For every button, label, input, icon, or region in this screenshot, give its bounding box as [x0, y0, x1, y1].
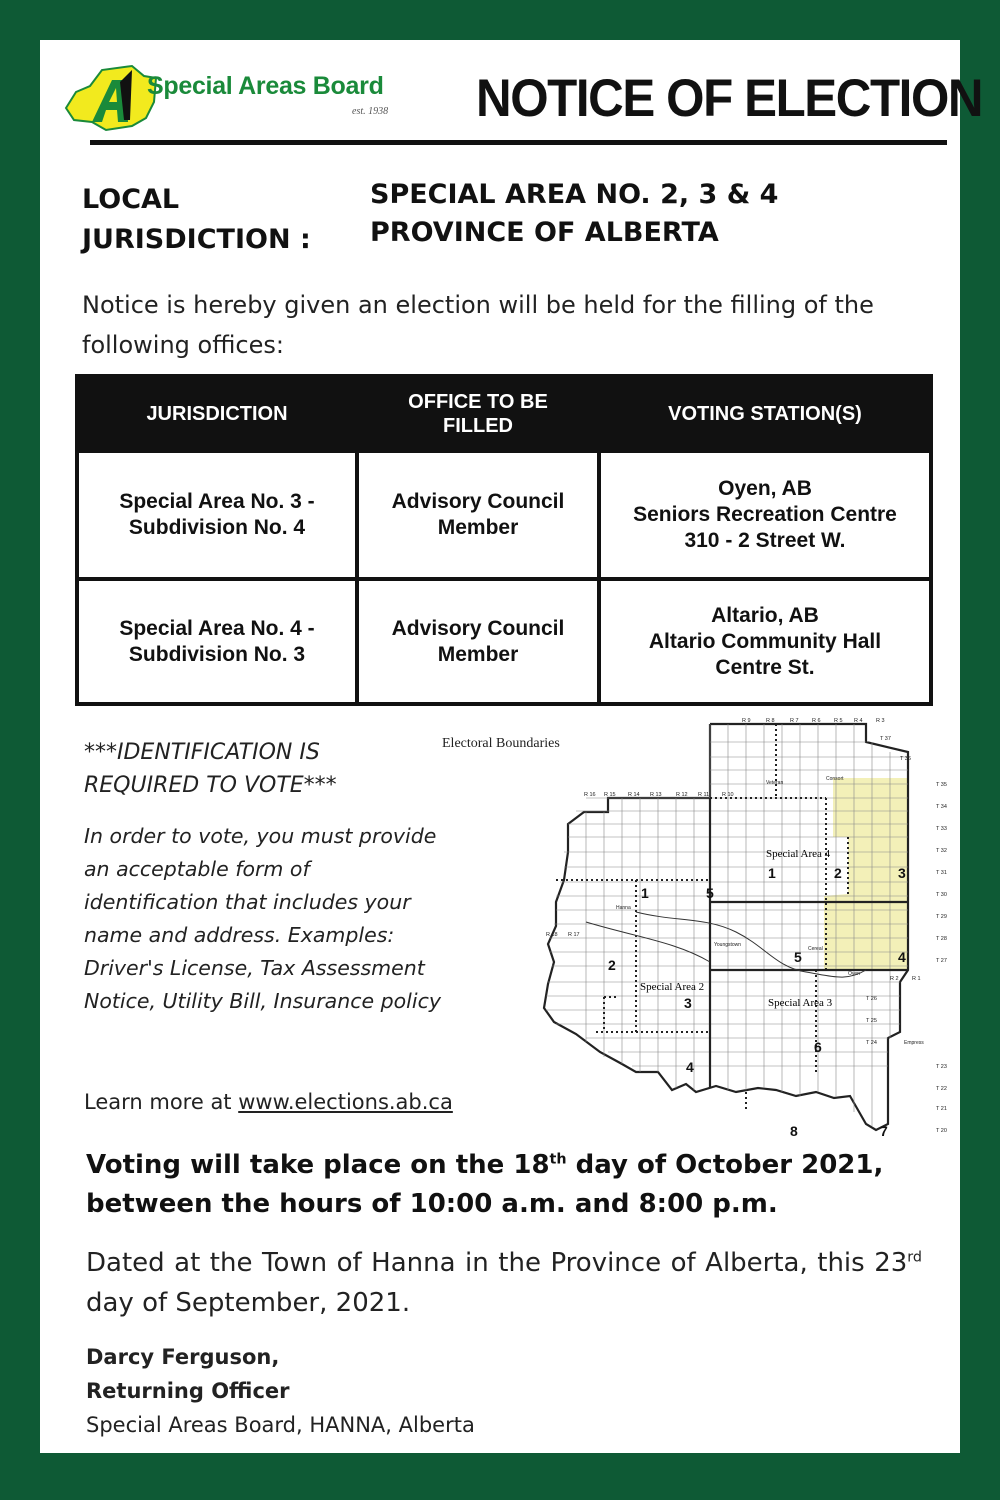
special-area-3-label: Special Area 3: [768, 997, 833, 1009]
range-label: R 17: [568, 932, 580, 938]
sa2-subdivision-4: 4: [686, 1059, 694, 1075]
station-name: Seniors Recreation Centre: [633, 503, 897, 526]
township-label: T 37: [880, 736, 891, 742]
sa2-subdivision-5: 5: [706, 885, 714, 901]
range-label: R 16: [584, 792, 596, 798]
voting-date-text: Voting will take place on the 18: [86, 1150, 550, 1180]
township-label: T 31: [936, 870, 947, 876]
sa2-subdivision-1: 1: [641, 885, 649, 901]
table-row-2-office: Advisory Council Member: [359, 581, 597, 702]
sa4-subdivision-1: 1: [768, 865, 776, 881]
jurisdiction-value: [370, 176, 778, 252]
notice-page: [40, 40, 983, 1453]
officer-name: Darcy Ferguson,: [86, 1345, 280, 1369]
township-label: T 25: [866, 1018, 877, 1024]
learn-more-prefix: Learn more at: [84, 1090, 239, 1114]
township-label: T 27: [936, 958, 947, 964]
officer-organization: Special Areas Board, HANNA, Alberta: [86, 1413, 475, 1437]
sa2-subdivision-2: 2: [608, 957, 616, 973]
officer-role: Returning Officer: [86, 1379, 290, 1403]
sa3-subdivision-8: 8: [790, 1123, 798, 1139]
header-jurisdiction: JURISDICTION: [79, 378, 355, 449]
township-label: T 28: [936, 936, 947, 942]
sa4-subdivision-2: 2: [834, 865, 842, 881]
voting-hours: between the hours of 10:00 a.m. and 8:00 p.m.: [86, 1189, 778, 1219]
voting-date-text-end: day of October 2021,: [566, 1150, 884, 1180]
sa3-subdivision-6: 6: [814, 1039, 822, 1055]
range-label: R 18: [546, 932, 558, 938]
voting-line1: [86, 1146, 946, 1185]
header-office: OFFICE TO BE FILLED: [359, 378, 597, 449]
township-label: T 23: [936, 1064, 947, 1070]
intro-text: Notice is hereby given an election will be held for the filling of the following offices:: [82, 291, 874, 359]
township-label: T 30: [936, 892, 947, 898]
subdivision-boundaries: [556, 724, 848, 1112]
table-row-1-office: Advisory Council Member: [359, 453, 597, 577]
jurisdiction-value-line2: PROVINCE OF ALBERTA: [370, 217, 719, 248]
township-label: T 20: [936, 1128, 947, 1134]
township-grid: [546, 724, 908, 1126]
station-name: Altario Community Hall: [648, 629, 882, 653]
sa3-subdivision-5: 5: [794, 949, 802, 965]
dated-text-end: day of September, 2021.: [86, 1288, 411, 1318]
range-label: R 8: [766, 718, 775, 724]
range-label: R 5: [834, 718, 843, 724]
range-label: R 3: [876, 718, 885, 724]
table-row-2-jurisdiction: Special Area No. 4 - Subdivision No. 3: [79, 581, 355, 702]
range-label: R 6: [812, 718, 821, 724]
range-label: R 15: [604, 792, 616, 798]
place-label-oyen: Oyen: [848, 971, 860, 977]
jurisdiction-label-line2: JURISDICTION :: [82, 224, 311, 255]
station-address: Centre St.: [715, 655, 815, 679]
logo-established: est. 1938: [352, 106, 389, 117]
place-label-empress: Empress: [904, 1040, 924, 1046]
township-label: T 34: [936, 804, 947, 810]
township-label: T 24: [866, 1040, 877, 1046]
place-label-cereal: Cereal: [808, 946, 823, 952]
signature-block: [86, 1340, 475, 1442]
jurisdiction-label-line1: LOCAL: [82, 184, 180, 215]
offices-table: [75, 374, 933, 706]
table-row-1-jurisdiction: Special Area No. 3 - Subdivision No. 4: [79, 453, 355, 577]
place-label-youngstown: Youngstown: [714, 942, 742, 948]
range-label: R 10: [722, 792, 734, 798]
dated-statement: [86, 1243, 922, 1323]
station-town: Oyen, AB: [718, 477, 812, 500]
sa4-subdivision-3: 3: [898, 865, 906, 881]
title-divider: [90, 140, 947, 145]
dated-suffix: rd: [907, 1249, 922, 1266]
id-heading-line2: REQUIRED TO VOTE***: [84, 773, 337, 798]
id-heading-line1: ***IDENTIFICATION IS: [84, 740, 320, 765]
range-label: R 2: [890, 976, 899, 982]
range-label: R 13: [650, 792, 662, 798]
header-voting-stations: VOTING STATION(S): [601, 378, 929, 449]
table-row-1-station: [601, 453, 929, 577]
place-label-consort: Consort: [826, 776, 844, 782]
sa3-subdivision-4: 4: [898, 949, 906, 965]
range-label: R 14: [628, 792, 640, 798]
map-title: Electoral Boundaries: [442, 736, 560, 751]
township-label: T 36: [900, 756, 911, 762]
jurisdiction-value-line1: SPECIAL AREA NO. 2, 3 & 4: [370, 179, 779, 210]
township-label: T 26: [866, 996, 877, 1002]
sa3-subdivision-7: 7: [880, 1123, 888, 1139]
id-required-heading: [84, 736, 337, 802]
voting-date-suffix: th: [549, 1151, 567, 1168]
road-line: [586, 922, 710, 962]
table-row-2-station: [601, 581, 929, 702]
range-label: R 9: [742, 718, 751, 724]
place-label-hanna: Hanna: [616, 905, 631, 911]
township-label: T 29: [936, 914, 947, 920]
station-address: 310 - 2 Street W.: [684, 529, 846, 552]
township-label: T 22: [936, 1086, 947, 1092]
electoral-boundaries-map: [436, 712, 948, 1142]
range-label: R 11: [698, 792, 710, 798]
range-label: R 12: [676, 792, 688, 798]
range-label: R 7: [790, 718, 799, 724]
logo-name: Special Areas Board: [147, 72, 384, 100]
dated-text: Dated at the Town of Hanna in the Province of Alberta, this 23: [86, 1248, 908, 1278]
special-area-2-label: Special Area 2: [640, 981, 705, 993]
range-label: R 4: [854, 718, 863, 724]
place-label-veteran: Veteran: [766, 780, 784, 786]
sa2-subdivision-3: 3: [684, 995, 692, 1011]
voting-details: [86, 1146, 946, 1224]
township-label: T 35: [936, 782, 947, 788]
range-label: R 1: [912, 976, 921, 982]
jurisdiction-label: [82, 180, 311, 260]
township-label: T 33: [936, 826, 947, 832]
elections-link[interactable]: www.elections.ab.ca: [238, 1090, 453, 1114]
learn-more: [84, 1090, 453, 1114]
township-label: T 32: [936, 848, 947, 854]
township-label: T 21: [936, 1106, 947, 1112]
notice-title: NOTICE OF ELECTION: [476, 69, 983, 128]
id-required-body: In order to vote, you must provide an acceptable form of identification that includes your name and address. Examples: Driver's License, Tax Assessment Notice, Utility Bill, Insurance policy: [84, 824, 441, 1013]
special-area-4-label: Special Area 4: [766, 848, 831, 860]
station-town: Altario, AB: [711, 603, 819, 627]
